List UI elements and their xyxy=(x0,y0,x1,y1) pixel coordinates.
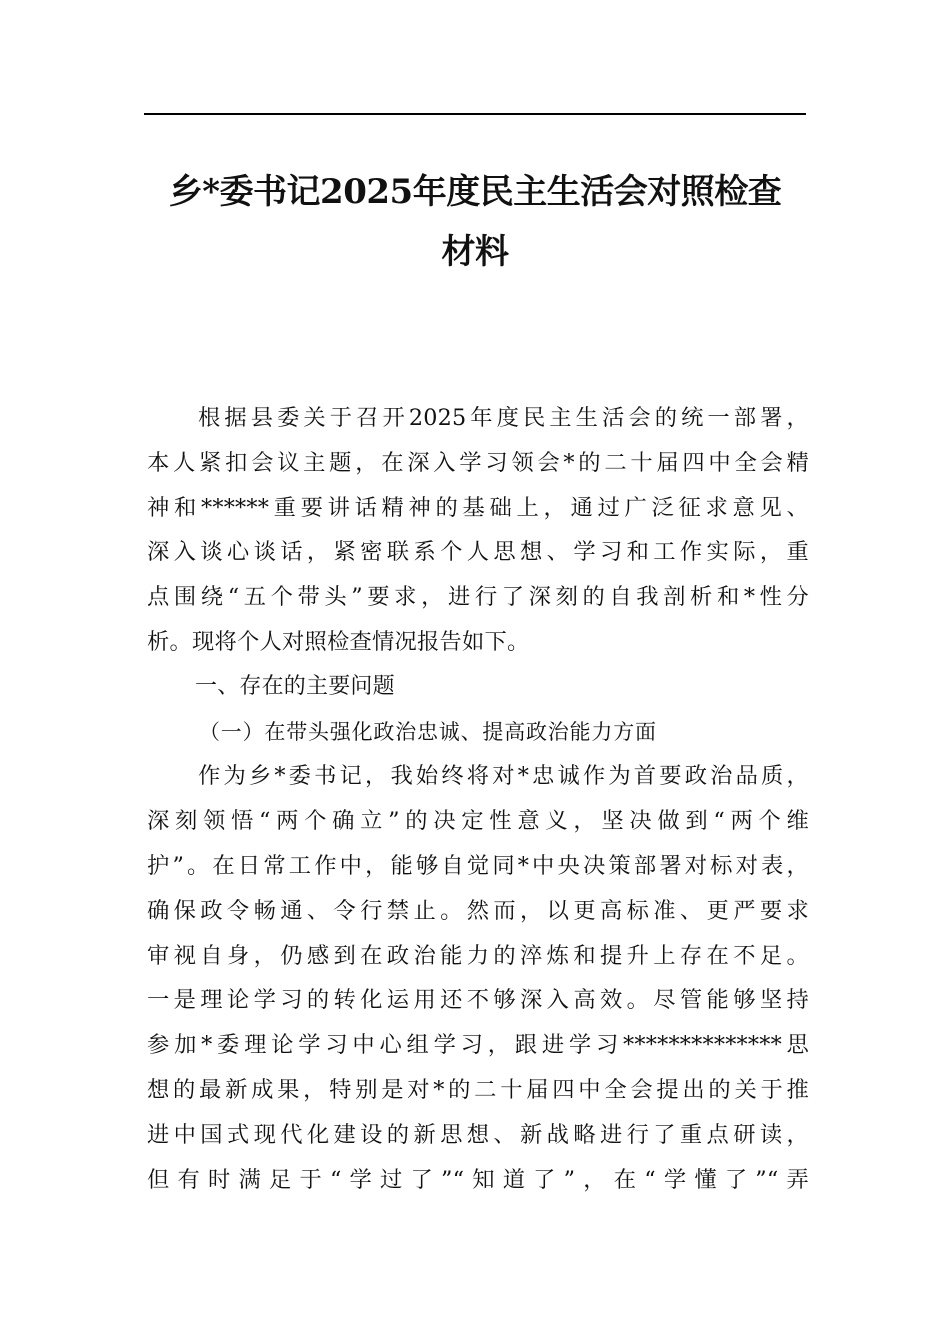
body-line-2: 深刻领悟“两个确立”的决定性意义，坚决做到“两个维 xyxy=(147,808,809,835)
title-line-2: 材料 xyxy=(441,232,509,272)
intro-line-4: 深入谈心谈话，紧密联系个人思想、学习和工作实际，重 xyxy=(147,539,809,566)
intro-line-6: 析。现将个人对照检查情况报告如下。 xyxy=(147,628,530,655)
section-heading: 一、存在的主要问题 xyxy=(195,673,395,699)
subsection-heading: （一）在带头强化政治忠诚、提高政治能力方面 xyxy=(199,719,657,744)
intro-line-1: 根据县委关于召开2025年度民主生活会的统一部署， xyxy=(198,405,809,431)
body-line-5: 审视自身，仍感到在政治能力的淬炼和提升上存在不足。 xyxy=(147,942,809,969)
intro-line-5: 点围绕“五个带头”要求，进行了深刻的自我剖析和*性分 xyxy=(147,584,809,611)
body-line-9: 进中国式现代化建设的新思想、新战略进行了重点研读， xyxy=(147,1121,809,1148)
intro-line-3: 神和******重要讲话精神的基础上，通过广泛征求意见、 xyxy=(147,494,809,521)
body-line-3: 护”。在日常工作中，能够自觉同*中央决策部署对标对表， xyxy=(147,852,809,879)
body-line-7: 参加*委理论学习中心组学习，跟进学习**************思 xyxy=(147,1032,809,1059)
header-rule xyxy=(144,113,806,115)
title-line-1: 乡*委书记2025年度民主生活会对照检查 xyxy=(168,172,782,212)
body-line-4: 确保政令畅通、令行禁止。然而，以更高标准、更严要求 xyxy=(147,897,809,924)
document-body xyxy=(147,396,809,1202)
intro-line-2: 本人紧扣会议主题，在深入学习领会*的二十届四中全会精 xyxy=(147,449,809,476)
body-line-6: 一是理论学习的转化运用还不够深入高效。尽管能够坚持 xyxy=(147,987,809,1014)
body-line-8: 想的最新成果，特别是对*的二十届四中全会提出的关于推 xyxy=(147,1076,809,1103)
document-title xyxy=(144,162,806,282)
body-line-1: 作为乡*委书记，我始终将对*忠诚作为首要政治品质， xyxy=(198,763,809,790)
body-line-10: 但有时满足于“学过了”“知道了”，在“学懂了”“弄 xyxy=(147,1166,809,1193)
